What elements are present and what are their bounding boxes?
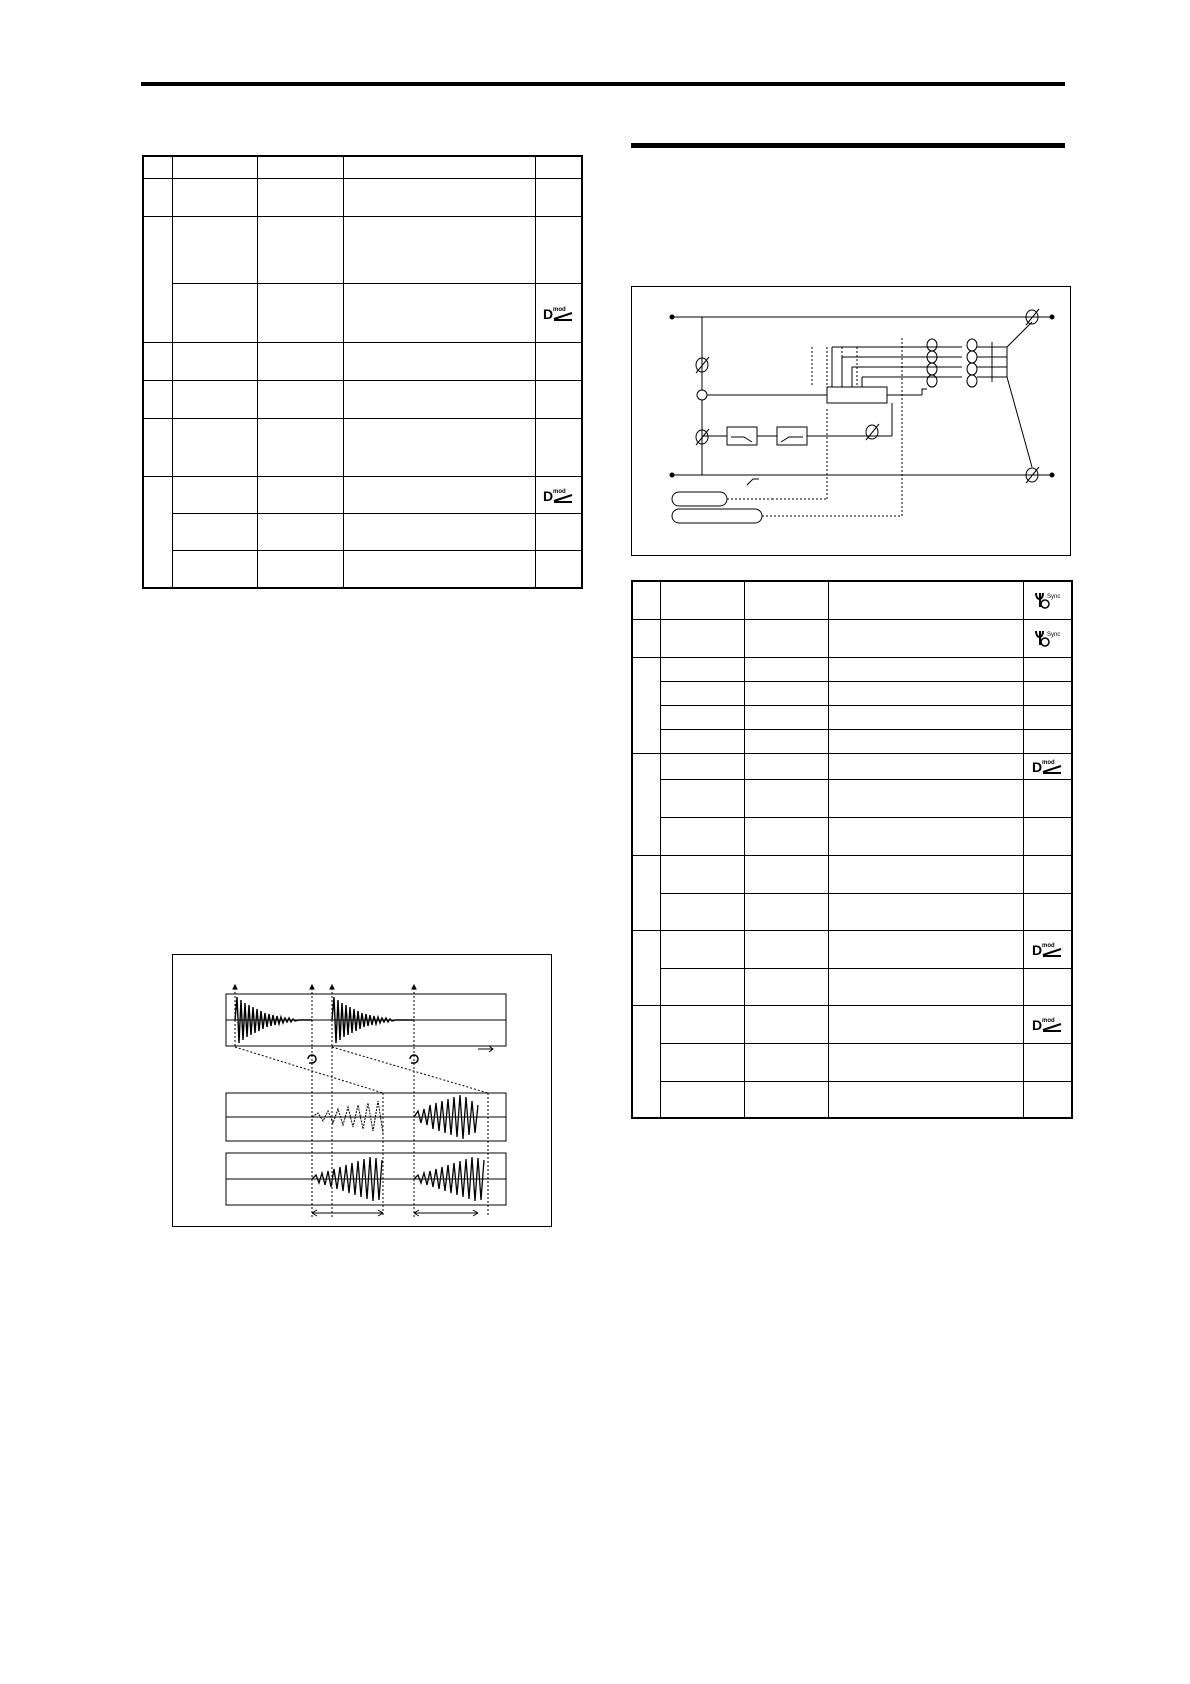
svg-text:D: D bbox=[1032, 759, 1043, 775]
svg-text:D: D bbox=[1032, 942, 1043, 958]
row-number-cell bbox=[632, 855, 660, 930]
parameter-cell bbox=[660, 1005, 744, 1043]
range-cell bbox=[744, 729, 828, 753]
description-cell bbox=[828, 581, 1023, 619]
icon-cell bbox=[1023, 581, 1072, 619]
description-cell bbox=[343, 513, 535, 550]
dmod-icon bbox=[1024, 939, 1072, 959]
table-row bbox=[632, 893, 1072, 930]
row-number-cell bbox=[143, 476, 172, 588]
row-number-cell bbox=[143, 419, 172, 476]
icon-cell bbox=[1023, 1005, 1072, 1043]
range-cell bbox=[744, 779, 828, 817]
range-cell bbox=[257, 513, 343, 550]
parameter-cell bbox=[172, 342, 257, 380]
row-number-cell bbox=[632, 753, 660, 855]
description-cell bbox=[828, 893, 1023, 930]
parameter-cell bbox=[660, 729, 744, 753]
parameter-cell bbox=[660, 657, 744, 681]
dmod-icon bbox=[536, 485, 582, 505]
icon-cell bbox=[1023, 855, 1072, 893]
right-parameter-table bbox=[631, 580, 1073, 1119]
parameter-cell bbox=[172, 216, 257, 283]
description-cell bbox=[828, 855, 1023, 893]
row-number-cell bbox=[632, 581, 660, 619]
table-row bbox=[632, 1043, 1072, 1081]
icon-cell bbox=[1023, 619, 1072, 657]
parameter-cell bbox=[660, 893, 744, 930]
range-cell bbox=[744, 930, 828, 968]
block-diagram-drawing bbox=[632, 287, 1072, 557]
description-cell bbox=[343, 551, 535, 588]
icon-cell bbox=[535, 284, 582, 342]
table-row bbox=[632, 1005, 1072, 1043]
table-row bbox=[143, 342, 582, 380]
header-cell bbox=[257, 156, 343, 178]
range-cell bbox=[744, 1081, 828, 1118]
table-row bbox=[143, 551, 582, 588]
range-cell bbox=[744, 681, 828, 705]
table-row bbox=[632, 619, 1072, 657]
svg-text:D: D bbox=[543, 306, 554, 323]
description-cell bbox=[828, 1081, 1023, 1118]
description-cell bbox=[828, 657, 1023, 681]
range-cell bbox=[257, 216, 343, 283]
range-cell bbox=[744, 1043, 828, 1081]
parameter-cell bbox=[660, 681, 744, 705]
header-cell bbox=[343, 156, 535, 178]
svg-text:mod: mod bbox=[1042, 1018, 1055, 1024]
description-cell bbox=[343, 381, 535, 419]
svg-text:mod: mod bbox=[1042, 760, 1055, 766]
svg-text:Sync: Sync bbox=[1047, 594, 1061, 601]
description-cell bbox=[828, 779, 1023, 817]
range-cell bbox=[257, 551, 343, 588]
tempo-sync-icon bbox=[1024, 589, 1072, 611]
description-cell bbox=[828, 1005, 1023, 1043]
icon-cell bbox=[1023, 817, 1072, 855]
table-row bbox=[632, 968, 1072, 1005]
parameter-cell bbox=[660, 930, 744, 968]
parameter-cell bbox=[172, 419, 257, 476]
range-cell bbox=[744, 753, 828, 779]
parameter-cell bbox=[172, 381, 257, 419]
range-cell bbox=[744, 619, 828, 657]
svg-text:mod: mod bbox=[553, 488, 566, 495]
description-cell bbox=[343, 342, 535, 380]
icon-cell bbox=[535, 419, 582, 476]
table-row bbox=[632, 930, 1072, 968]
table-row bbox=[632, 779, 1072, 817]
table-row bbox=[632, 581, 1072, 619]
table-row bbox=[632, 753, 1072, 779]
description-cell bbox=[343, 419, 535, 476]
table-header-row bbox=[143, 156, 582, 178]
description-cell bbox=[828, 729, 1023, 753]
table-row bbox=[143, 284, 582, 342]
description-cell bbox=[828, 705, 1023, 729]
description-cell bbox=[828, 619, 1023, 657]
svg-text:mod: mod bbox=[1042, 943, 1055, 949]
header-rule bbox=[141, 82, 1065, 86]
dmod-icon bbox=[1024, 756, 1072, 776]
range-cell bbox=[744, 657, 828, 681]
parameter-cell bbox=[172, 178, 257, 216]
parameter-cell bbox=[172, 284, 257, 342]
icon-cell bbox=[1023, 893, 1072, 930]
row-number-cell bbox=[632, 619, 660, 657]
parameter-cell bbox=[660, 855, 744, 893]
description-cell bbox=[343, 284, 535, 342]
description-cell bbox=[828, 817, 1023, 855]
row-number-cell bbox=[143, 381, 172, 419]
svg-text:mod: mod bbox=[553, 307, 566, 314]
table-row bbox=[632, 657, 1072, 681]
table-row bbox=[143, 476, 582, 513]
table-row bbox=[143, 381, 582, 419]
range-cell bbox=[744, 893, 828, 930]
range-cell bbox=[744, 817, 828, 855]
description-cell bbox=[343, 216, 535, 283]
parameter-cell bbox=[660, 1043, 744, 1081]
row-number-cell bbox=[632, 1005, 660, 1118]
parameter-cell bbox=[660, 619, 744, 657]
icon-cell bbox=[1023, 779, 1072, 817]
table-row bbox=[143, 419, 582, 476]
effect-block-diagram bbox=[631, 286, 1071, 556]
table-row bbox=[143, 216, 582, 283]
svg-text:D: D bbox=[543, 487, 554, 504]
table-row bbox=[632, 681, 1072, 705]
icon-cell bbox=[535, 513, 582, 550]
icon-cell bbox=[535, 216, 582, 283]
left-parameter-table bbox=[142, 155, 583, 589]
range-cell bbox=[744, 581, 828, 619]
icon-cell bbox=[1023, 1043, 1072, 1081]
parameter-cell bbox=[660, 817, 744, 855]
table-row bbox=[632, 817, 1072, 855]
icon-cell bbox=[535, 476, 582, 513]
description-cell bbox=[828, 930, 1023, 968]
svg-text:D: D bbox=[1032, 1017, 1043, 1033]
section-rule bbox=[631, 143, 1065, 148]
range-cell bbox=[257, 342, 343, 380]
header-cell bbox=[535, 156, 582, 178]
parameter-cell bbox=[660, 968, 744, 1005]
icon-cell bbox=[1023, 753, 1072, 779]
description-cell bbox=[828, 753, 1023, 779]
table-row bbox=[632, 729, 1072, 753]
parameter-cell bbox=[660, 779, 744, 817]
row-number-cell bbox=[632, 657, 660, 753]
icon-cell bbox=[535, 551, 582, 588]
range-cell bbox=[257, 419, 343, 476]
parameter-cell bbox=[660, 753, 744, 779]
icon-cell bbox=[535, 178, 582, 216]
tempo-sync-icon bbox=[1024, 627, 1072, 649]
range-cell bbox=[744, 1005, 828, 1043]
header-cell bbox=[143, 156, 172, 178]
table-row bbox=[143, 513, 582, 550]
icon-cell bbox=[1023, 705, 1072, 729]
range-cell bbox=[257, 284, 343, 342]
waveform-drawing bbox=[173, 955, 553, 1228]
parameter-cell bbox=[660, 1081, 744, 1118]
icon-cell bbox=[535, 381, 582, 419]
parameter-cell bbox=[660, 581, 744, 619]
row-number-cell bbox=[632, 930, 660, 1005]
icon-cell bbox=[1023, 968, 1072, 1005]
description-cell bbox=[343, 178, 535, 216]
table-row bbox=[632, 705, 1072, 729]
range-cell bbox=[744, 855, 828, 893]
row-number-cell bbox=[143, 342, 172, 380]
dmod-icon bbox=[536, 303, 582, 323]
row-number-cell bbox=[143, 178, 172, 216]
parameter-cell bbox=[660, 705, 744, 729]
parameter-cell bbox=[172, 513, 257, 550]
svg-text:Sync: Sync bbox=[1047, 632, 1061, 638]
icon-cell bbox=[1023, 1081, 1072, 1118]
description-cell bbox=[343, 476, 535, 513]
range-cell bbox=[257, 178, 343, 216]
description-cell bbox=[828, 1043, 1023, 1081]
icon-cell bbox=[1023, 930, 1072, 968]
range-cell bbox=[744, 968, 828, 1005]
header-cell bbox=[172, 156, 257, 178]
range-cell bbox=[257, 381, 343, 419]
icon-cell bbox=[1023, 657, 1072, 681]
table-row bbox=[143, 178, 582, 216]
table-row bbox=[632, 1081, 1072, 1118]
reverse-delay-waveform-diagram bbox=[172, 954, 552, 1227]
dmod-icon bbox=[1024, 1014, 1072, 1034]
icon-cell bbox=[535, 342, 582, 380]
range-cell bbox=[744, 705, 828, 729]
range-cell bbox=[257, 476, 343, 513]
table-row bbox=[632, 855, 1072, 893]
description-cell bbox=[828, 681, 1023, 705]
parameter-cell bbox=[172, 476, 257, 513]
parameter-cell bbox=[172, 551, 257, 588]
icon-cell bbox=[1023, 729, 1072, 753]
description-cell bbox=[828, 968, 1023, 1005]
icon-cell bbox=[1023, 681, 1072, 705]
row-number-cell bbox=[143, 216, 172, 342]
